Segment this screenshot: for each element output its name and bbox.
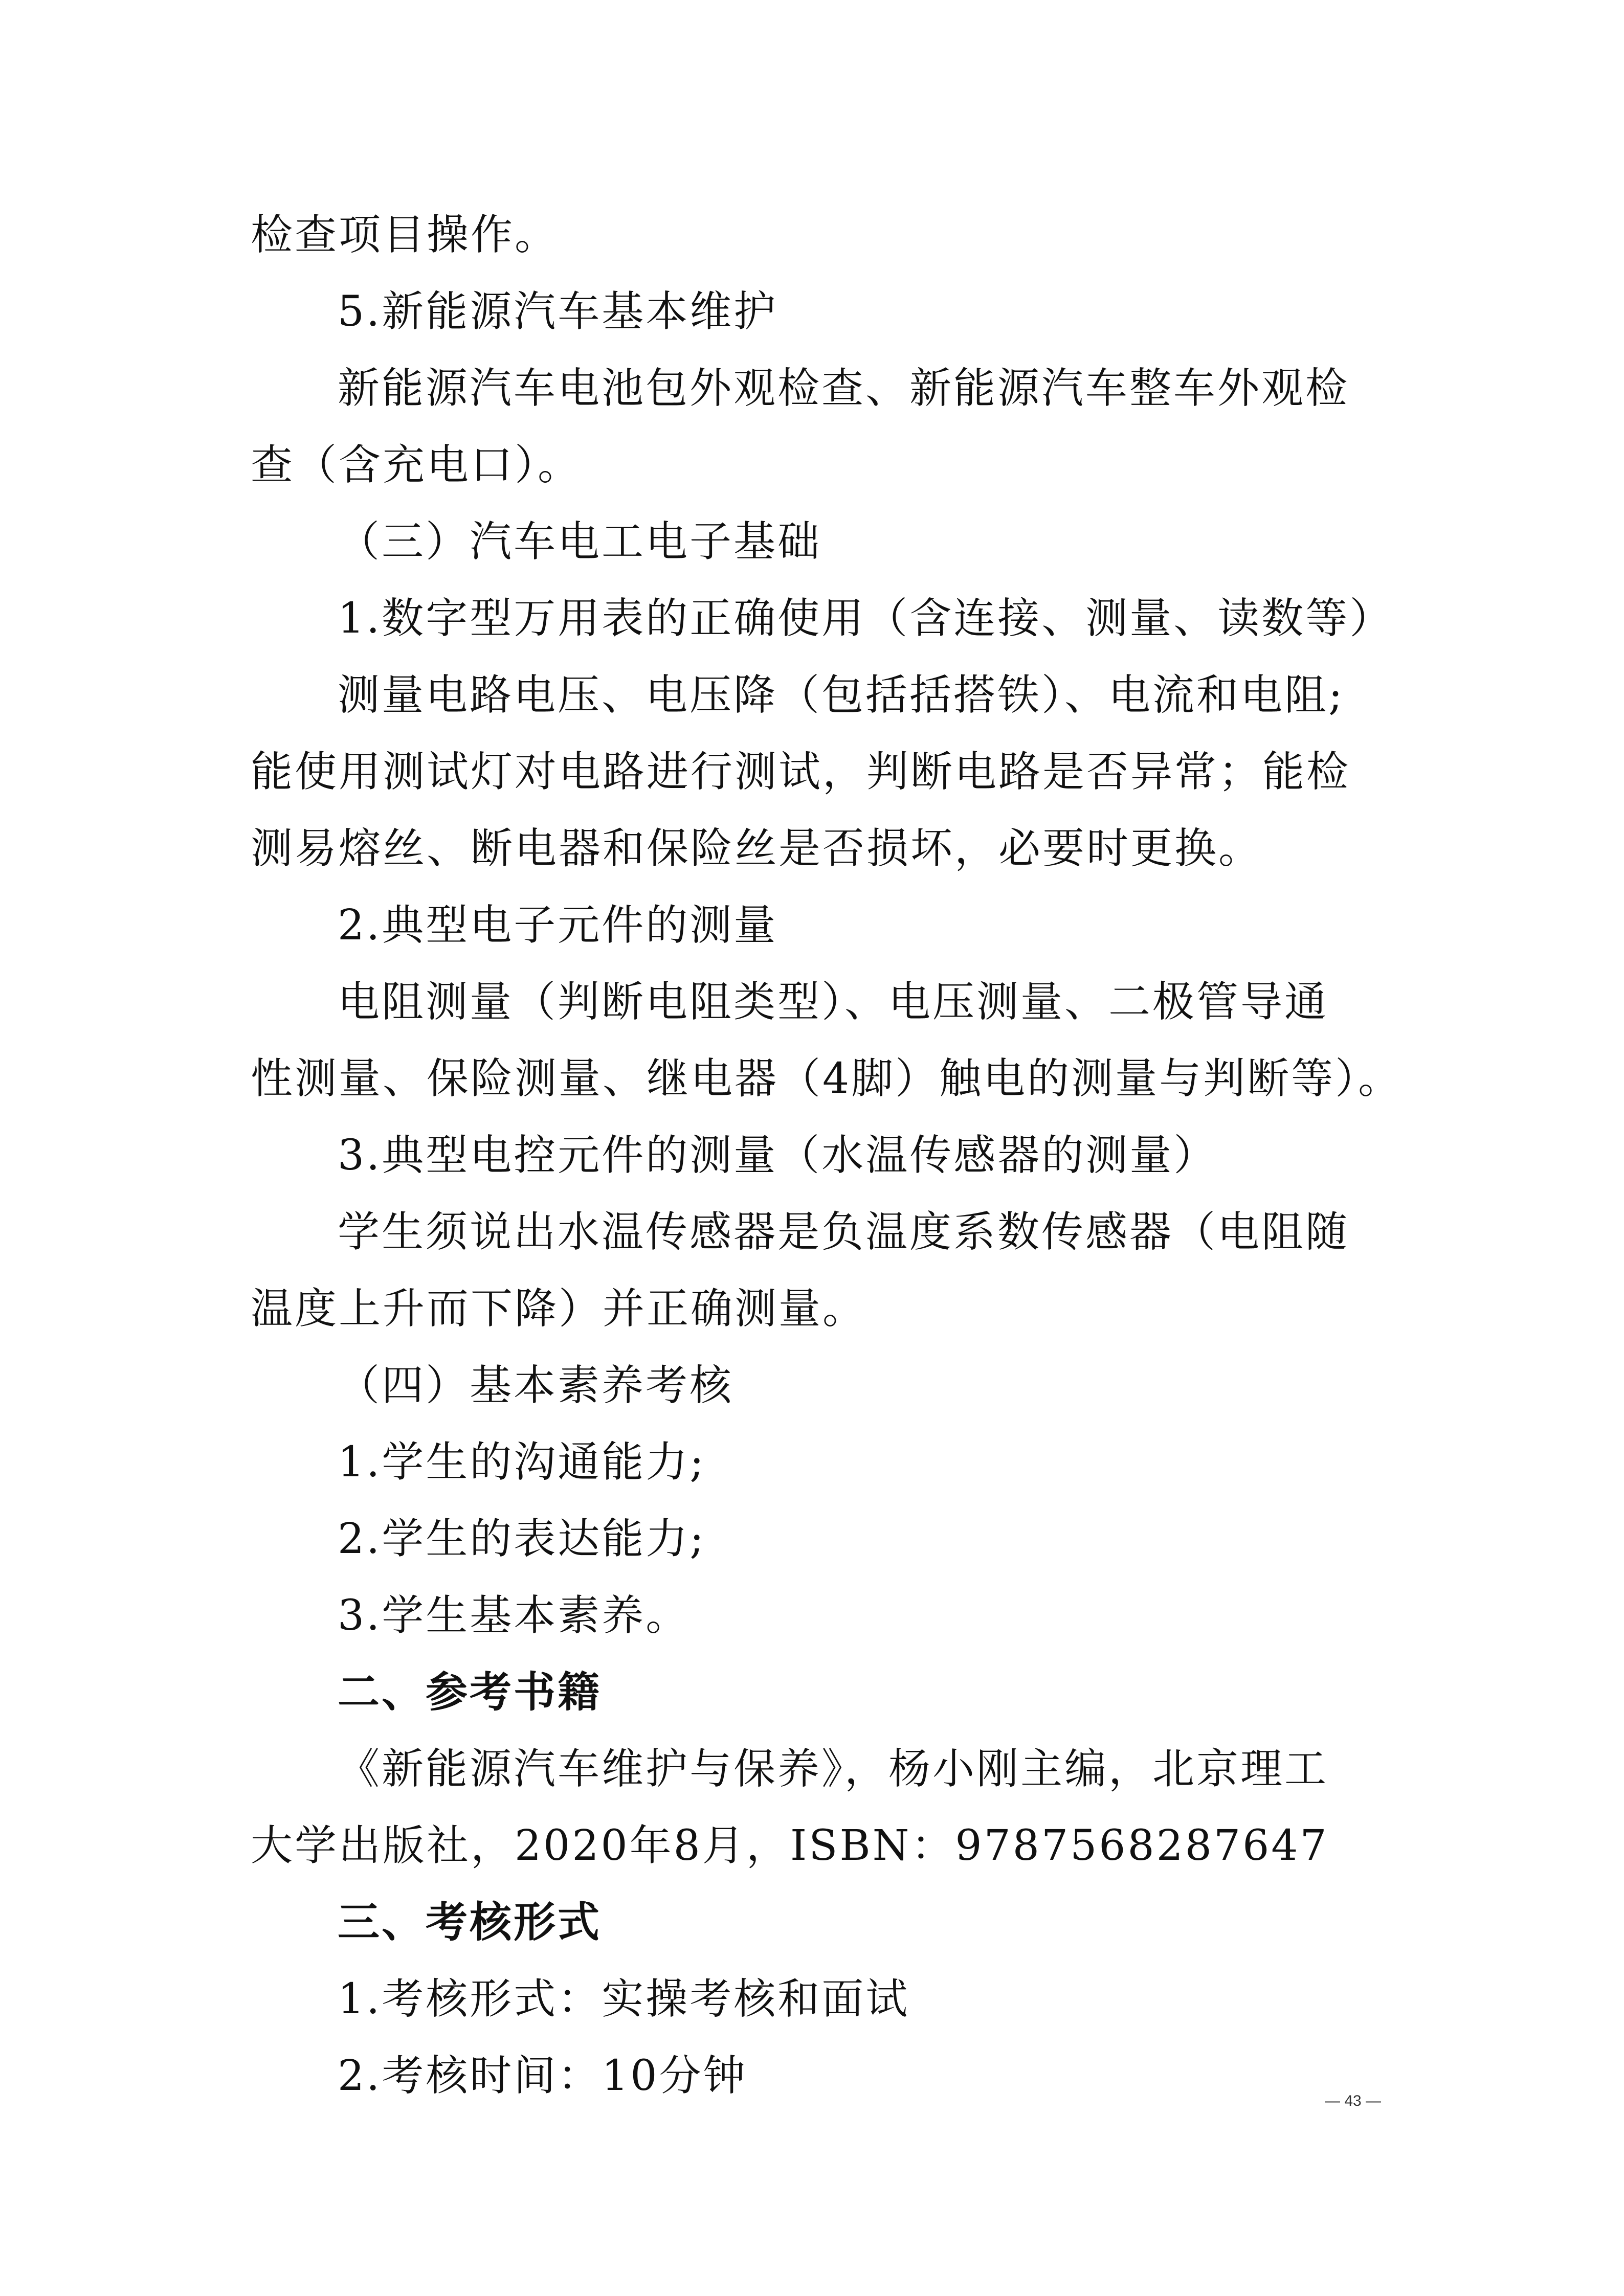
page-number: — 43 — — [1325, 2092, 1382, 2109]
list-item: 1.考核形式：实操考核和面试 — [338, 1975, 910, 2023]
list-item: 2.学生的表达能力; — [338, 1515, 706, 1563]
text-line: 温度上升而下降）并正确测量。 — [251, 1285, 867, 1333]
text-line: 《新能源汽车维护与保养》，杨小刚主编，北京理工 — [338, 1745, 1329, 1793]
text-line: 查（含充电口）。 — [251, 441, 582, 489]
item-heading: 2.典型电子元件的测量 — [338, 901, 778, 950]
text-line: 性测量、保险测量、继电器（4脚）触电的测量与判断等）。 — [251, 1054, 1403, 1103]
text-line: 能使用测试灯对电路进行测试，判断电路是否异常；能检 — [251, 748, 1351, 796]
text-line: 电阻测量（判断电阻类型）、电压测量、二极管导通 — [338, 978, 1329, 1026]
text-line: 学生须说出水温传感器是负温度系数传感器（电阻随 — [338, 1208, 1350, 1256]
list-item: 1.学生的沟通能力; — [338, 1438, 706, 1487]
item-heading: 3.典型电控元件的测量（水温传感器的测量） — [338, 1131, 1218, 1180]
text-line: 测易熔丝、断电器和保险丝是否损坏，必要时更换。 — [251, 824, 1263, 873]
text-line: 新能源汽车电池包外观检查、新能源汽车整车外观检 — [338, 364, 1350, 413]
item-heading: 5.新能源汽车基本维护 — [338, 287, 778, 336]
text-line: 测量电路电压、电压降（包括括搭铁）、电流和电阻; — [338, 671, 1345, 719]
section-heading: （四）基本素养考核 — [338, 1361, 734, 1410]
text-line: 大学出版社，2020年8月，ISBN：9787568287647 — [251, 1821, 1329, 1870]
chapter-heading: 三、考核形式 — [338, 1898, 602, 1947]
text-line: 检查项目操作。 — [251, 211, 559, 259]
chapter-heading: 二、参考书籍 — [338, 1668, 602, 1717]
list-item: 3.学生基本素养。 — [338, 1591, 690, 1640]
section-heading: （三）汽车电工电子基础 — [338, 517, 822, 566]
item-heading: 1.数字型万用表的正确使用（含连接、测量、读数等） — [338, 594, 1394, 643]
list-item: 2.考核时间：10分钟 — [338, 2052, 747, 2100]
